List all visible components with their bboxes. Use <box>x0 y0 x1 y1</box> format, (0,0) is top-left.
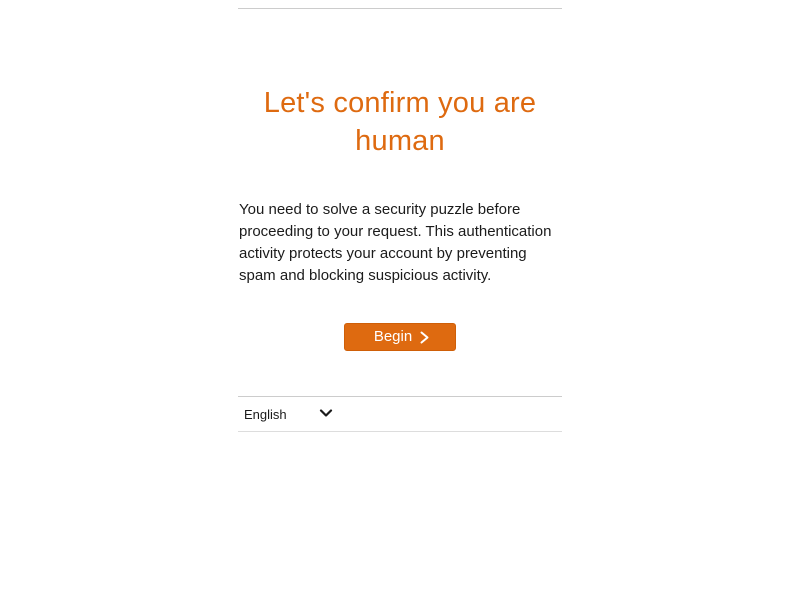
begin-button-label: Begin <box>373 328 413 345</box>
top-divider <box>238 8 562 9</box>
description-text: You need to solve a security puzzle before proceeding to your request. This authentication activity protects your account by preventing spam and blocking suspicious activity. <box>239 201 552 284</box>
button-row <box>238 323 562 351</box>
footer-divider-bottom <box>238 431 562 432</box>
language-row <box>238 397 562 431</box>
begin-button[interactable] <box>344 323 456 351</box>
page-title: Let's confirm you are human <box>263 87 537 157</box>
verification-panel <box>238 8 562 432</box>
language-select[interactable] <box>240 405 335 424</box>
chevron-right-icon <box>419 330 430 344</box>
language-select-wrap <box>240 405 335 424</box>
